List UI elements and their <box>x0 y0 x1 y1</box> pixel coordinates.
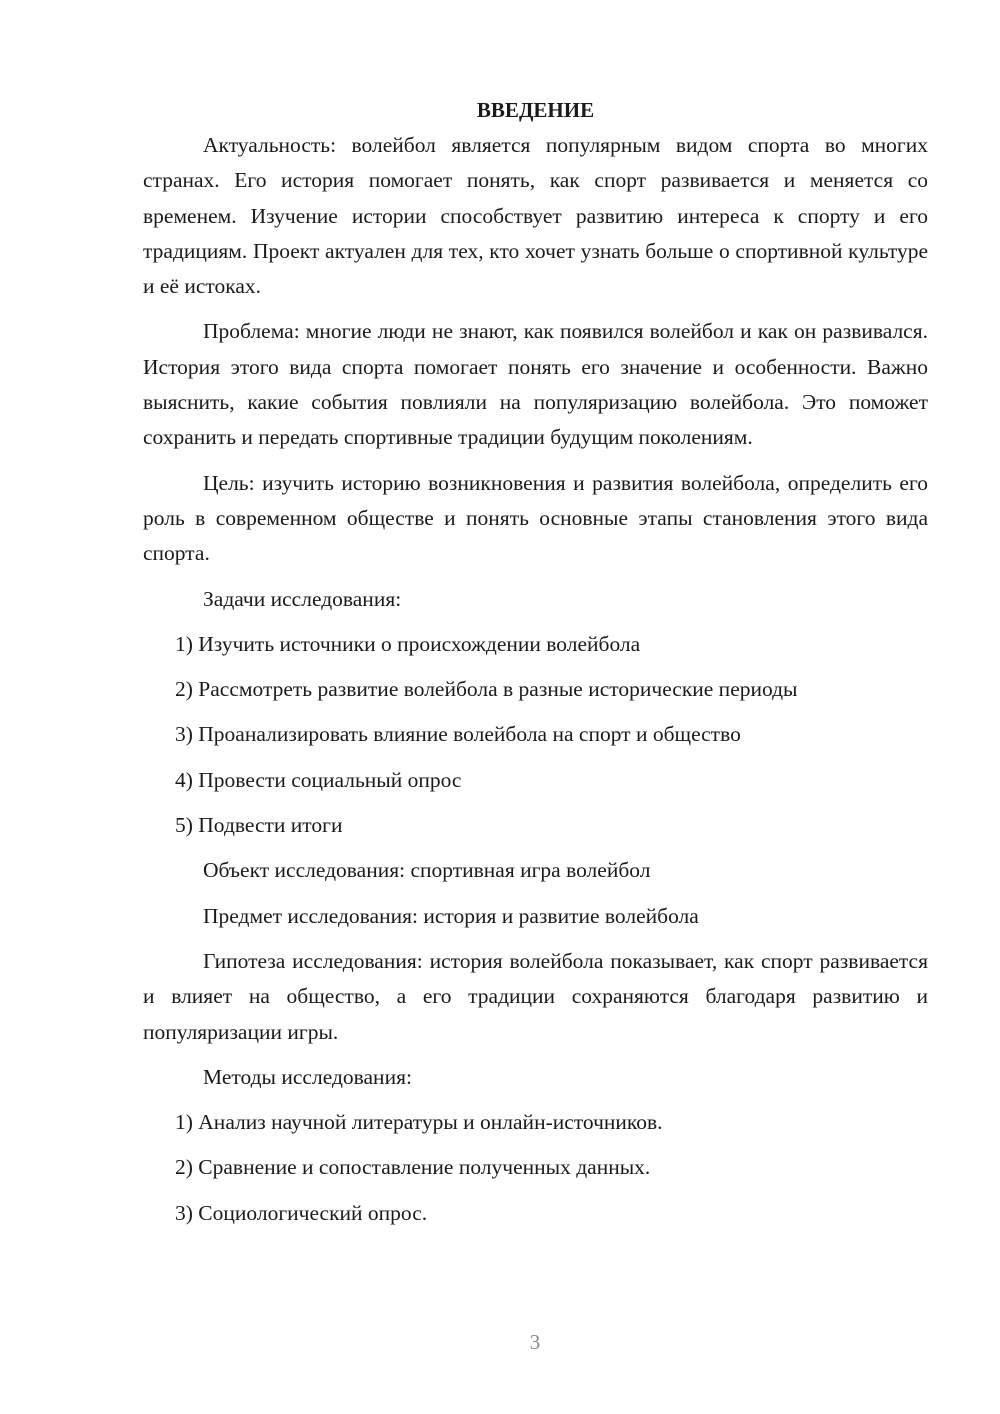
method-item-3: 3) Социологический опрос. <box>175 1200 428 1225</box>
goal-paragraph: Цель: изучить историю возникновения и развития волейбола, определить его роль в современном обществе и понять основные этапы становления этого вида спорта. <box>143 470 928 566</box>
task-item-5: 5) Подвести итоги <box>175 813 343 838</box>
task-item-3: 3) Проанализировать влияние волейбола на спорт и общество <box>175 722 741 747</box>
relevance-paragraph: Актуальность: волейбол является популярным видом спорта во многих странах. Его история помогает понять, как спорт развивается и меняется со временем. Изучение истории способствует развитию интереса к спорту и его традициям. Проект актуален для тех, кто хочет узнать больше о спортивной культуре и её истоках. <box>143 133 928 299</box>
task-item-4: 4) Провести социальный опрос <box>175 767 462 792</box>
tasks-title: Задачи исследования: <box>203 586 402 611</box>
task-item-2: 2) Рассмотреть развитие волейбола в разные исторические периоды <box>175 677 798 702</box>
methods-title: Методы исследования: <box>203 1064 412 1089</box>
method-item-1: 1) Анализ научной литературы и онлайн-источников. <box>175 1110 663 1135</box>
document-page <box>143 92 928 1241</box>
method-item-2: 2) Сравнение и сопоставление полученных данных. <box>175 1155 651 1180</box>
task-item-1: 1) Изучить источники о происхождении волейбола <box>175 631 641 656</box>
hypothesis-paragraph: Гипотеза исследования: история волейбола показывает, как спорт развивается и влияет на общество, а его традиции сохраняются благодаря развитию и популяризации игры. <box>143 948 928 1044</box>
page-number: 3 <box>529 1330 541 1354</box>
problem-paragraph: Проблема: многие люди не знают, как появился волейбол и как он развивался. История этого вида спорта помогает понять его значение и особенности. Важно выяснить, какие события повлияли на популяризацию волейбола. Это поможет сохранить и передать спортивные традиции будущим поколениям. <box>143 319 928 450</box>
section-heading: ВВЕДЕНИЕ <box>476 98 595 122</box>
object-paragraph: Объект исследования: спортивная игра волейбол <box>203 858 651 883</box>
subject-paragraph: Предмет исследования: история и развитие волейбола <box>203 903 699 928</box>
